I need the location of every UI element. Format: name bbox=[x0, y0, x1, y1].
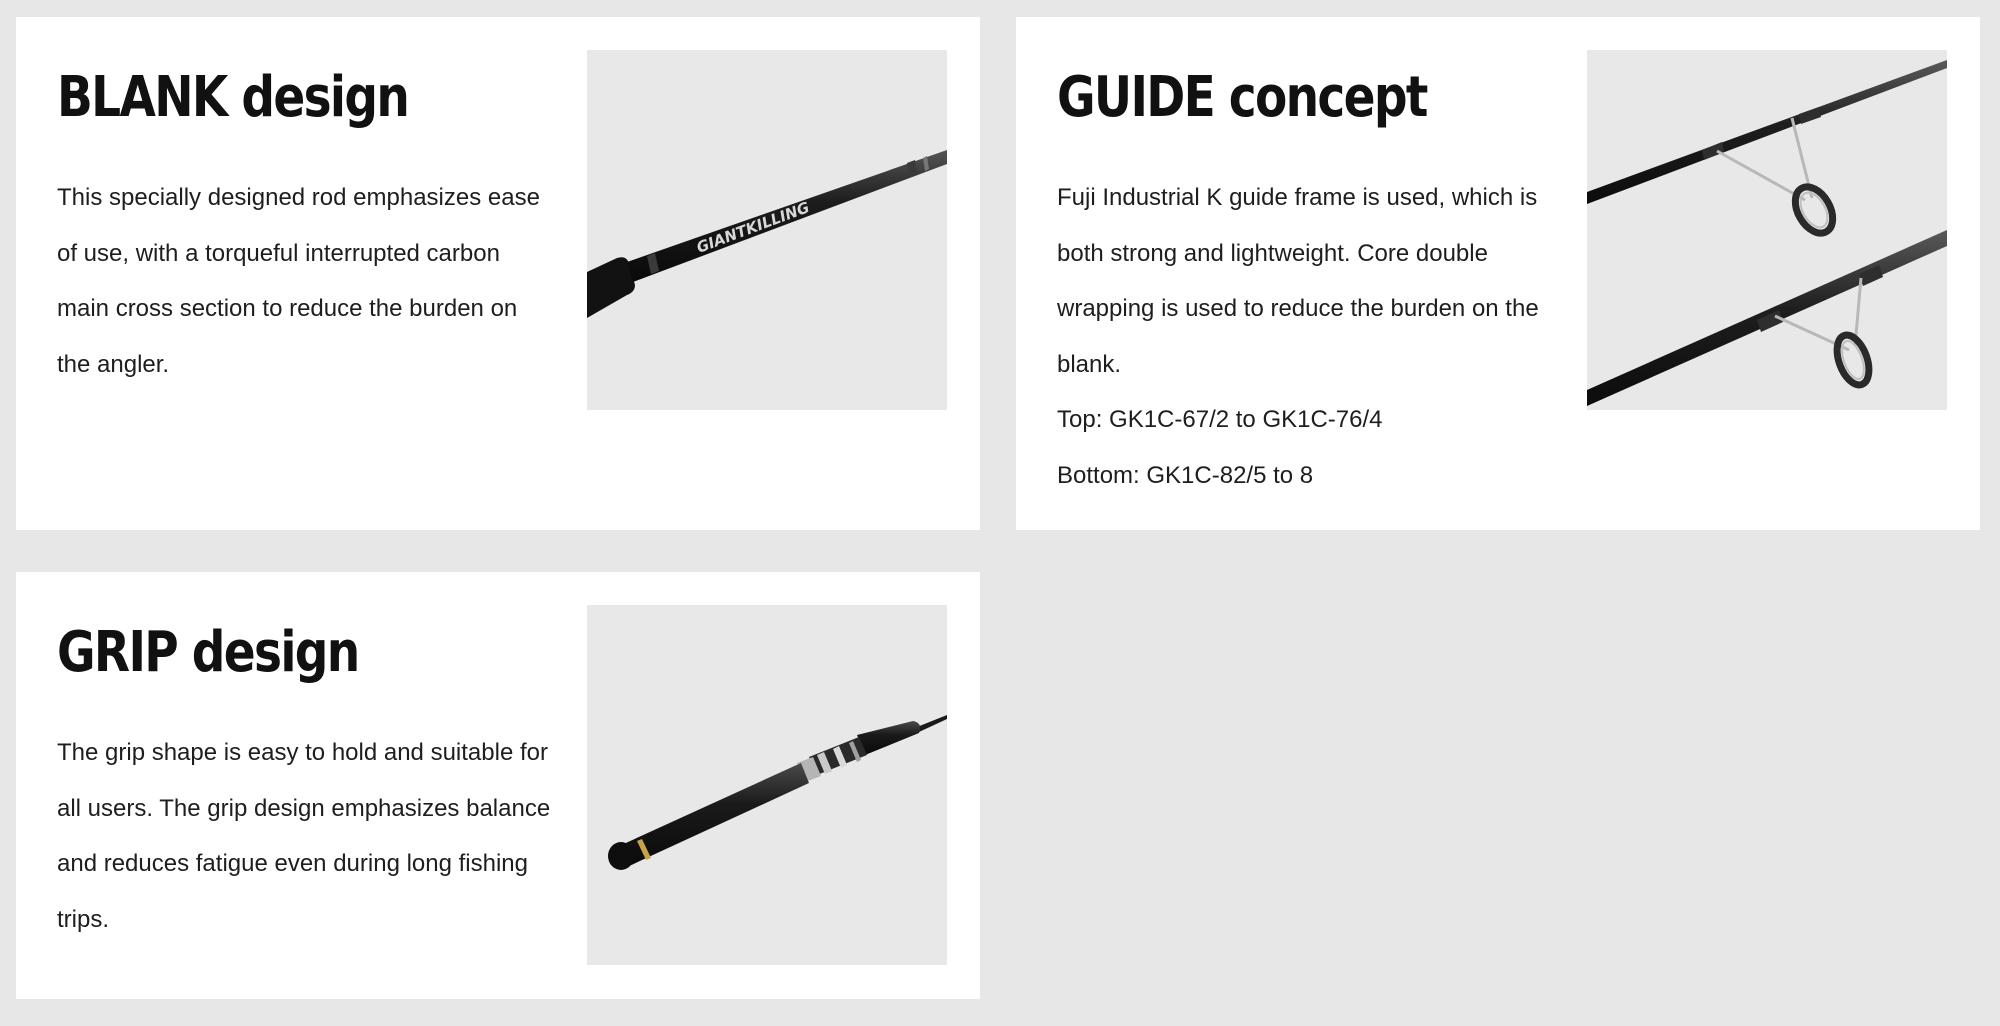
rod-brand-label: GIANTKILLING bbox=[694, 198, 812, 257]
rod-blank-image bbox=[587, 50, 947, 410]
guide-concept-text bbox=[1057, 170, 1557, 503]
blank-design-title: BLANK design bbox=[57, 65, 409, 130]
blank-design-card bbox=[16, 17, 980, 530]
grip-design-title: GRIP design bbox=[57, 620, 359, 685]
guide-concept-description: Fuji Industrial K guide frame is used, which is both strong and lightweight. Core double wrapping is used to reduce the burden on the blank. bbox=[1057, 184, 1539, 378]
rod-grip-photo bbox=[587, 605, 947, 965]
rod-guide-photo bbox=[1587, 50, 1947, 410]
grip-design-text bbox=[57, 725, 557, 947]
guide-concept-card bbox=[1016, 17, 1980, 530]
blank-design-description: This specially designed rod emphasizes ease of use, with a torqueful interrupted carbon main cross section to reduce the burden on the angler. bbox=[57, 184, 540, 378]
guide-concept-title: GUIDE concept bbox=[1057, 65, 1427, 130]
rod-grip-image bbox=[587, 605, 947, 965]
rod-guide-image bbox=[1587, 50, 1947, 410]
rod-blank-photo bbox=[587, 50, 947, 410]
guide-spec-top: Top: GK1C-67/2 to GK1C-76/4 bbox=[1057, 406, 1383, 433]
grip-design-description: The grip shape is easy to hold and suitable for all users. The grip design emphasizes balance and reduces fatigue even during long fishing trips. bbox=[57, 739, 551, 933]
blank-design-text bbox=[57, 170, 557, 392]
grip-design-card bbox=[16, 572, 980, 999]
guide-spec-bottom: Bottom: GK1C-82/5 to 8 bbox=[1057, 461, 1314, 489]
